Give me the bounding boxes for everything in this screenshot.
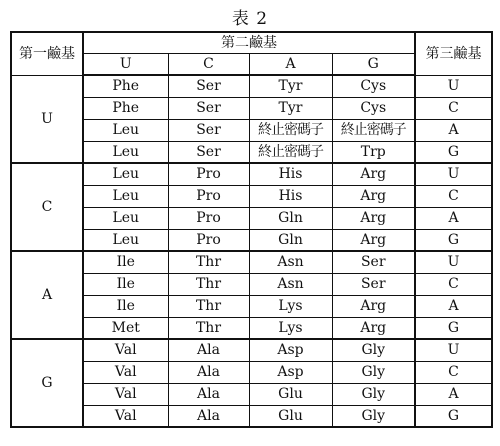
amino-acid-cell: Cys: [332, 75, 415, 97]
amino-acid-cell: Phe: [83, 97, 168, 119]
amino-acid-cell: Leu: [83, 207, 168, 229]
third-base-cell: G: [415, 405, 492, 427]
amino-acid-cell: Arg: [332, 317, 415, 339]
first-base-cell: G: [11, 339, 83, 427]
table-row: [11, 339, 492, 361]
second-base-col-u: U: [83, 53, 168, 75]
amino-acid-cell: Pro: [168, 185, 249, 207]
amino-acid-cell: Gly: [332, 383, 415, 405]
table-row: [11, 361, 492, 383]
table-row: [11, 383, 492, 405]
amino-acid-cell: Pro: [168, 207, 249, 229]
amino-acid-cell: Asn: [249, 251, 332, 273]
amino-acid-cell: Leu: [83, 229, 168, 251]
amino-acid-cell: Glu: [249, 405, 332, 427]
amino-acid-cell: Thr: [168, 251, 249, 273]
amino-acid-cell: Asn: [249, 273, 332, 295]
table-row: [11, 295, 492, 317]
second-base-col-g: G: [332, 53, 415, 75]
amino-acid-cell: Gly: [332, 361, 415, 383]
third-base-cell: A: [415, 383, 492, 405]
amino-acid-cell: Ser: [332, 251, 415, 273]
amino-acid-cell: Pro: [168, 229, 249, 251]
amino-acid-cell: Pro: [168, 163, 249, 185]
amino-acid-cell: 終止密碼子: [332, 119, 415, 141]
amino-acid-cell: Tyr: [249, 75, 332, 97]
table-caption: 表 2: [231, 9, 269, 29]
amino-acid-cell: Arg: [332, 185, 415, 207]
third-base-cell: C: [415, 361, 492, 383]
amino-acid-cell: Leu: [83, 163, 168, 185]
table-row: [11, 251, 492, 273]
third-base-cell: A: [415, 207, 492, 229]
third-base-cell: A: [415, 119, 492, 141]
table-row: [11, 119, 492, 141]
third-base-cell: U: [415, 339, 492, 361]
third-base-header: 第三鹼基: [415, 32, 492, 75]
amino-acid-cell: Ala: [168, 361, 249, 383]
amino-acid-cell: Leu: [83, 185, 168, 207]
table-row: [11, 405, 492, 427]
first-base-cell: C: [11, 163, 83, 251]
third-base-cell: A: [415, 295, 492, 317]
amino-acid-cell: Glu: [249, 383, 332, 405]
second-base-col-c: C: [168, 53, 249, 75]
amino-acid-cell: Lys: [249, 295, 332, 317]
amino-acid-cell: Arg: [332, 207, 415, 229]
third-base-cell: C: [415, 273, 492, 295]
genetic-code-table: [10, 31, 493, 428]
second-base-header: 第二鹼基: [83, 32, 415, 53]
amino-acid-cell: His: [249, 185, 332, 207]
amino-acid-cell: 終止密碼子: [249, 141, 332, 163]
amino-acid-cell: Gln: [249, 207, 332, 229]
amino-acid-cell: Thr: [168, 273, 249, 295]
table-row: [11, 273, 492, 295]
amino-acid-cell: Tyr: [249, 97, 332, 119]
table-row: [11, 141, 492, 163]
first-base-cell: A: [11, 251, 83, 339]
table-row: [11, 97, 492, 119]
amino-acid-cell: Phe: [83, 75, 168, 97]
amino-acid-cell: Gln: [249, 229, 332, 251]
amino-acid-cell: Leu: [83, 119, 168, 141]
amino-acid-cell: Arg: [332, 295, 415, 317]
amino-acid-cell: Val: [83, 361, 168, 383]
amino-acid-cell: Cys: [332, 97, 415, 119]
amino-acid-cell: Ser: [168, 75, 249, 97]
table-row: [11, 75, 492, 97]
amino-acid-cell: Trp: [332, 141, 415, 163]
amino-acid-cell: Ile: [83, 273, 168, 295]
amino-acid-cell: Ile: [83, 251, 168, 273]
amino-acid-cell: Val: [83, 383, 168, 405]
third-base-cell: C: [415, 97, 492, 119]
amino-acid-cell: Asp: [249, 361, 332, 383]
amino-acid-cell: Met: [83, 317, 168, 339]
amino-acid-cell: Arg: [332, 163, 415, 185]
table-row: [11, 185, 492, 207]
amino-acid-cell: Ser: [332, 273, 415, 295]
amino-acid-cell: Ile: [83, 295, 168, 317]
amino-acid-cell: Ser: [168, 141, 249, 163]
amino-acid-cell: His: [249, 163, 332, 185]
amino-acid-cell: Val: [83, 405, 168, 427]
third-base-cell: G: [415, 229, 492, 251]
table-row: [11, 207, 492, 229]
amino-acid-cell: Gly: [332, 405, 415, 427]
amino-acid-cell: Leu: [83, 141, 168, 163]
amino-acid-cell: Thr: [168, 317, 249, 339]
third-base-cell: G: [415, 141, 492, 163]
amino-acid-cell: Lys: [249, 317, 332, 339]
amino-acid-cell: Ser: [168, 97, 249, 119]
amino-acid-cell: Ser: [168, 119, 249, 141]
amino-acid-cell: Gly: [332, 339, 415, 361]
third-base-cell: U: [415, 251, 492, 273]
table-row: [11, 317, 492, 339]
first-base-cell: U: [11, 75, 83, 163]
third-base-cell: G: [415, 317, 492, 339]
first-base-header: 第一鹼基: [11, 32, 83, 75]
second-base-col-a: A: [249, 53, 332, 75]
amino-acid-cell: Asp: [249, 339, 332, 361]
table-row: [11, 229, 492, 251]
amino-acid-cell: Thr: [168, 295, 249, 317]
third-base-cell: U: [415, 75, 492, 97]
amino-acid-cell: Val: [83, 339, 168, 361]
amino-acid-cell: 終止密碼子: [249, 119, 332, 141]
amino-acid-cell: Ala: [168, 383, 249, 405]
amino-acid-cell: Arg: [332, 229, 415, 251]
third-base-cell: U: [415, 163, 492, 185]
amino-acid-cell: Ala: [168, 339, 249, 361]
table-row: [11, 163, 492, 185]
amino-acid-cell: Ala: [168, 405, 249, 427]
third-base-cell: C: [415, 185, 492, 207]
